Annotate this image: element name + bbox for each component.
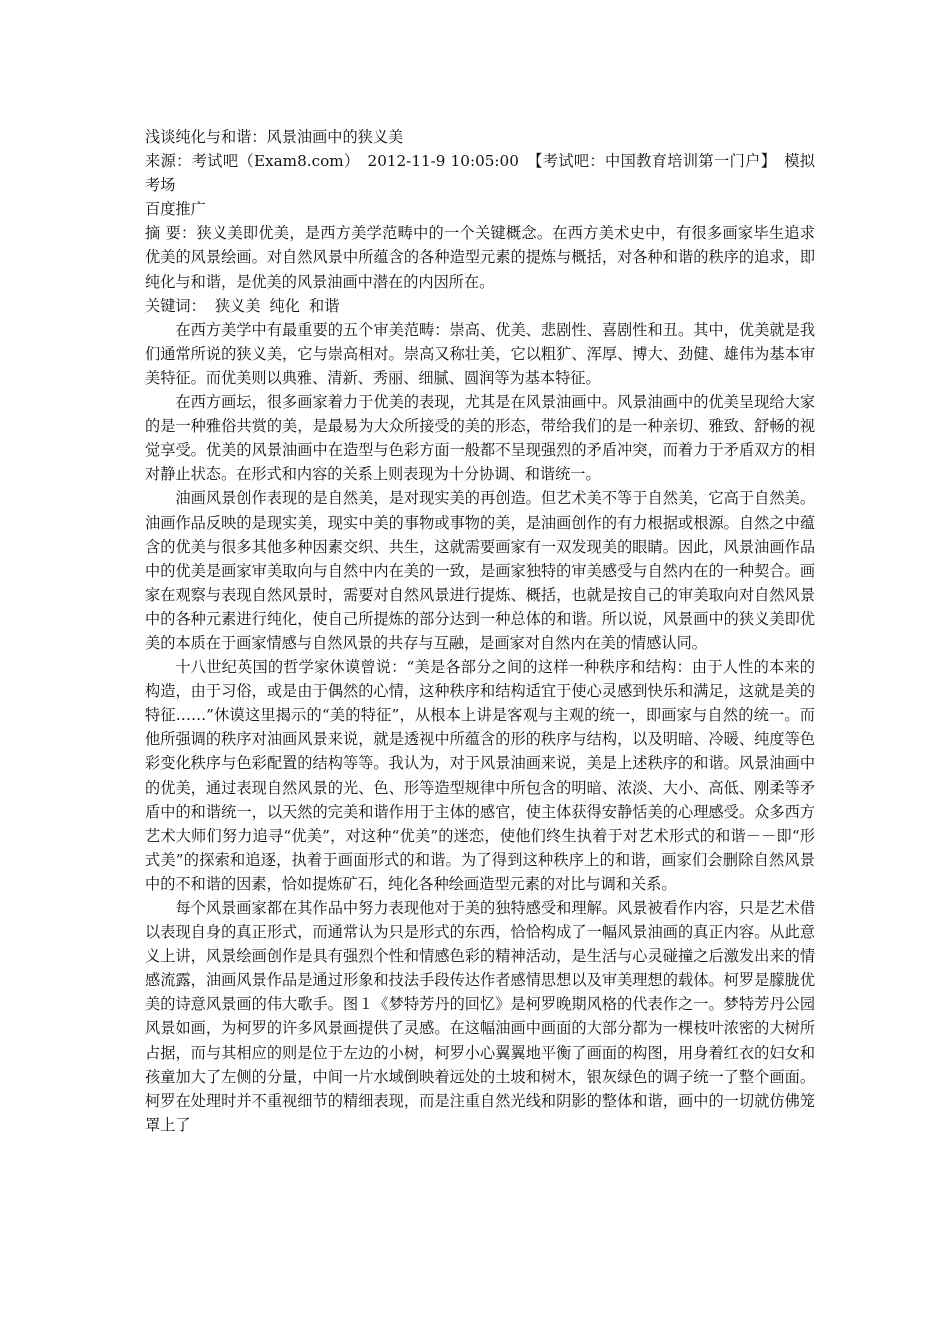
body-paragraph: 十八世纪英国的哲学家休谟曾说：“美是各部分之间的这样一种秩序和结构：由于人性的本来的构造，由于习俗，或是由于偶然的心情，这种秩序和结构适宜于使心灵感到快乐和满足，这就是美的特征……”休谟这里揭示的“美的特征”，从根本上讲是客观与主观的统一，即画家与自然的统一。而他所强调的秩序对油画风景来说，就是透视中所蕴含的形的秩序与结构，以及明暗、冷暖、纯度等色彩变化秩序与色彩配置的结构等等。我认为，对于风景油画来说，美是上述秩序的和谐。风景油画中的优美，通过表现自然风景的光、色、形等造型规律中所包含的明暗、浓淡、大小、高低、刚柔等矛盾中的和谐统一，以天然的完美和谐作用于主体的感官，使主体获得安静恬美的心理感受。众多西方艺术大师们努力追寻“优美”，对这种“优美”的迷恋，使他们终生执着于对艺术形式的和谐－－即“形式美”的探索和追逐，执着于画面形式的和谐。为了得到这种秩序上的和谐，画家们会删除自然风景中的不和谐的因素，恰如提炼矿石，纯化各种绘画造型元素的对比与调和关系。 [145,658,815,893]
article [145,125,815,1137]
abstract: 摘 要：狭义美即优美，是西方美学范畴中的一个关键概念。在西方美术史中，有很多画家毕生追求优美的风景绘画。对自然风景中所蕴含的各种造型元素的提炼与概括，对各种和谐的秩序的追求，即纯化与和谐，是优美的风景油画中潜在的内因所在。 [145,224,815,291]
keywords-label: 关键词： [145,296,206,315]
keyword: 狭义美 [214,296,261,315]
article-title: 浅谈纯化与和谐：风景油画中的狭义美 [145,128,404,146]
body-paragraph: 在西方美学中有最重要的五个审美范畴：崇高、优美、悲剧性、喜剧性和丑。其中，优美就是我们通常所说的狭义美，它与崇高相对。崇高又称壮美，它以粗犷、浑厚、博大、劲健、雄伟为基本审美特征。而优美则以典雅、清新、秀丽、细腻、圆润等为基本特征。 [145,320,815,387]
body-paragraph: 油画风景创作表现的是自然美，是对现实美的再创造。但艺术美不等于自然美，它高于自然美。油画作品反映的是现实美，现实中美的事物或事物的美，是油画创作的有力根据或根源。自然之中蕴含的优美与很多其他多种因素交织、共生，这就需要画家有一双发现美的眼睛。因此，风景油画作品中的优美是画家审美取向与自然中内在美的一致，是画家独特的审美感受与自然内在的一种契合。画家在观察与表现自然风景时，需要对自然风景进行提炼、概括，也就是按自己的审美取向对自然风景中的各种元素进行纯化，使自己所提炼的部分达到一种总体的和谐。所以说，风景画中的狭义美即优美的本质在于画家情感与自然风景的共存与互融，是画家对自然内在美的情感认同。 [145,489,815,652]
keyword: 和谐 [309,296,340,315]
source-line: 来源：考试吧（Exam8.com） 2012-11-9 10:05:00 【考试吧：中国教育培训第一门户】 模拟考场 [145,152,815,195]
body-paragraph: 在西方画坛，很多画家着力于优美的表现，尤其是在风景油画中。风景油画中的优美呈现给大家的是一种雅俗共赏的美，是最易为大众所接受的美的形态，带给我们的是一种亲切、雅致、舒畅的视觉享受。优美的风景油画中在造型与色彩方面一般都不呈现强烈的矛盾冲突，而着力于矛盾双方的相对静止状态。在形式和内容的关系上则表现为十分协调、和谐统一。 [145,393,815,484]
promo-link[interactable]: 百度推广 [145,200,206,219]
keywords-line [145,294,815,318]
body-paragraph: 每个风景画家都在其作品中努力表现他对于美的独特感受和理解。风景被看作内容，只是艺术借以表现自身的真正形式，而通常认为只是形式的东西，恰恰构成了一幅风景油画的真正内容。从此意义上讲，风景绘画创作是具有强烈个性和情感色彩的精神活动，是生活与心灵碰撞之后激发出来的情感流露，油画风景作品是通过形象和技法手段传达作者感情思想以及审美理想的载体。柯罗是朦胧优美的诗意风景画的伟大歌手。图１《梦特芳丹的回忆》是柯罗晚期风格的代表作之一。梦特芳丹公园风景如画，为柯罗的许多风景画提供了灵感。在这幅油画中画面的大部分都为一棵枝叶浓密的大树所占据，而与其相应的则是位于左边的小树，柯罗小心翼翼地平衡了画面的构图，用身着红衣的妇女和孩童加大了左侧的分量，中间一片水域倒映着远处的土坡和树木，银灰绿色的调子统一了整个画面。柯罗在处理时并不重视细节的精细表现，而是注重自然光线和阴影的整体和谐，画中的一切就仿佛笼罩上了 [145,899,815,1134]
keyword: 纯化 [269,296,300,315]
